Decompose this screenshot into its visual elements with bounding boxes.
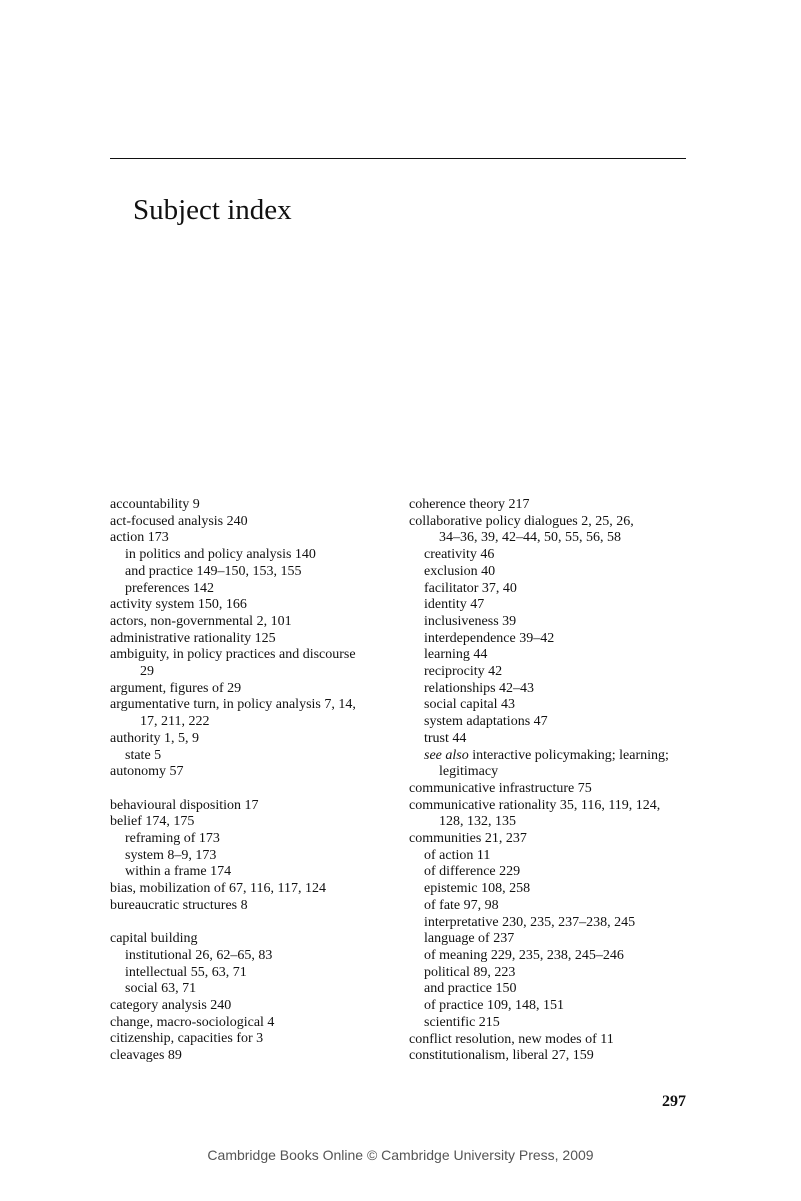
index-entry: change, macro-sociological 4 xyxy=(110,1014,275,1030)
index-entry: communicative infrastructure 75 xyxy=(409,780,592,796)
index-subentry: social 63, 71 xyxy=(125,981,197,997)
index-subentry: of fate 97, 98 xyxy=(424,897,499,913)
index-subentry: creativity 46 xyxy=(424,547,495,563)
index-subentry: trust 44 xyxy=(424,730,467,746)
index-subentry: of action 11 xyxy=(424,847,491,863)
index-continuation: 128, 132, 135 xyxy=(439,814,516,830)
index-subentry: facilitator 37, 40 xyxy=(424,580,517,596)
index-entry: argument, figures of 29 xyxy=(110,680,242,696)
index-continuation: legitimacy xyxy=(439,764,499,780)
index-subentry: of practice 109, 148, 151 xyxy=(424,998,564,1014)
index-subentry: preferences 142 xyxy=(125,580,215,596)
index-entry: collaborative policy dialogues 2, 25, 26, xyxy=(409,513,634,529)
index-subentry: of meaning 229, 235, 238, 245–246 xyxy=(424,947,624,963)
index-continuation: 17, 211, 222 xyxy=(140,714,210,730)
index-subentry: intellectual 55, 63, 71 xyxy=(125,964,247,980)
index-subentry: interdependence 39–42 xyxy=(424,630,555,646)
index-subentry: relationships 42–43 xyxy=(424,680,535,696)
index-entry: accountability 9 xyxy=(110,497,200,512)
index-subentry: within a frame 174 xyxy=(125,864,232,880)
index-entry: constitutionalism, liberal 27, 159 xyxy=(409,1048,594,1064)
index-entry-text: interactive policymaking; learning; xyxy=(468,747,669,763)
index-entry: behavioural disposition 17 xyxy=(110,797,259,813)
index-section-gap xyxy=(110,781,390,798)
see-also-label: see also xyxy=(424,747,469,763)
index-continuation: 29 xyxy=(140,664,154,680)
index-entry: bureaucratic structures 8 xyxy=(110,897,248,913)
index-subentry: system adaptations 47 xyxy=(424,714,548,730)
index-column-left xyxy=(110,497,390,1065)
index-subentry: scientific 215 xyxy=(424,1014,500,1030)
index-entry: activity system 150, 166 xyxy=(110,597,247,613)
index-entry: capital building xyxy=(110,931,198,947)
index-subentry: state 5 xyxy=(125,747,162,763)
index-entry: cleavages 89 xyxy=(110,1048,182,1064)
index-subentry: inclusiveness 39 xyxy=(424,613,517,629)
index-subentry: reframing of 173 xyxy=(125,831,220,847)
index-subentry: epistemic 108, 258 xyxy=(424,881,531,897)
index-entry: ambiguity, in policy practices and discourse xyxy=(110,647,356,663)
index-entry: autonomy 57 xyxy=(110,764,184,780)
page-number: 297 xyxy=(662,1093,686,1110)
index-entry: administrative rationality 125 xyxy=(110,630,276,646)
index-subentry: political 89, 223 xyxy=(424,964,516,980)
index-subentry: institutional 26, 62–65, 83 xyxy=(125,947,273,963)
index-subentry: exclusion 40 xyxy=(424,563,496,579)
index-entry: authority 1, 5, 9 xyxy=(110,730,200,746)
index-entry: actors, non-governmental 2, 101 xyxy=(110,613,292,629)
index-subentry: reciprocity 42 xyxy=(424,664,503,680)
index-entry: conflict resolution, new modes of 11 xyxy=(409,1031,614,1047)
index-entry: action 173 xyxy=(110,530,169,546)
index-entry: communities 21, 237 xyxy=(409,831,527,847)
index-continuation: 34–36, 39, 42–44, 50, 55, 56, 58 xyxy=(439,530,621,546)
index-section-gap xyxy=(110,915,390,932)
index-subentry: of difference 229 xyxy=(424,864,521,880)
index-subentry: system 8–9, 173 xyxy=(125,847,217,863)
footer-copyright: Cambridge Books Online © Cambridge University Press, 2009 xyxy=(207,1147,594,1163)
page-title: Subject index xyxy=(133,194,292,227)
index-entry: act-focused analysis 240 xyxy=(110,513,248,529)
index-entry: category analysis 240 xyxy=(110,998,232,1014)
index-entry: bias, mobilization of 67, 116, 117, 124 xyxy=(110,881,326,897)
index-entry: citizenship, capacities for 3 xyxy=(110,1031,264,1047)
index-subentry: in politics and policy analysis 140 xyxy=(125,547,316,563)
index-column-right xyxy=(409,497,689,1065)
index-subentry: and practice 150 xyxy=(424,981,517,997)
index-entry: communicative rationality 35, 116, 119, 124, xyxy=(409,797,661,813)
index-subentry: learning 44 xyxy=(424,647,488,663)
index-entry: argumentative turn, in policy analysis 7, 14, xyxy=(110,697,356,713)
index-entry: belief 174, 175 xyxy=(110,814,195,830)
index-subentry: language of 237 xyxy=(424,931,515,947)
index-subentry xyxy=(409,748,689,765)
index-subentry: social capital 43 xyxy=(424,697,515,713)
header-rule xyxy=(110,158,686,159)
index-subentry: interpretative 230, 235, 237–238, 245 xyxy=(424,914,636,930)
index-entry: coherence theory 217 xyxy=(409,497,530,512)
index-subentry: identity 47 xyxy=(424,597,485,613)
index-subentry: and practice 149–150, 153, 155 xyxy=(125,563,302,579)
